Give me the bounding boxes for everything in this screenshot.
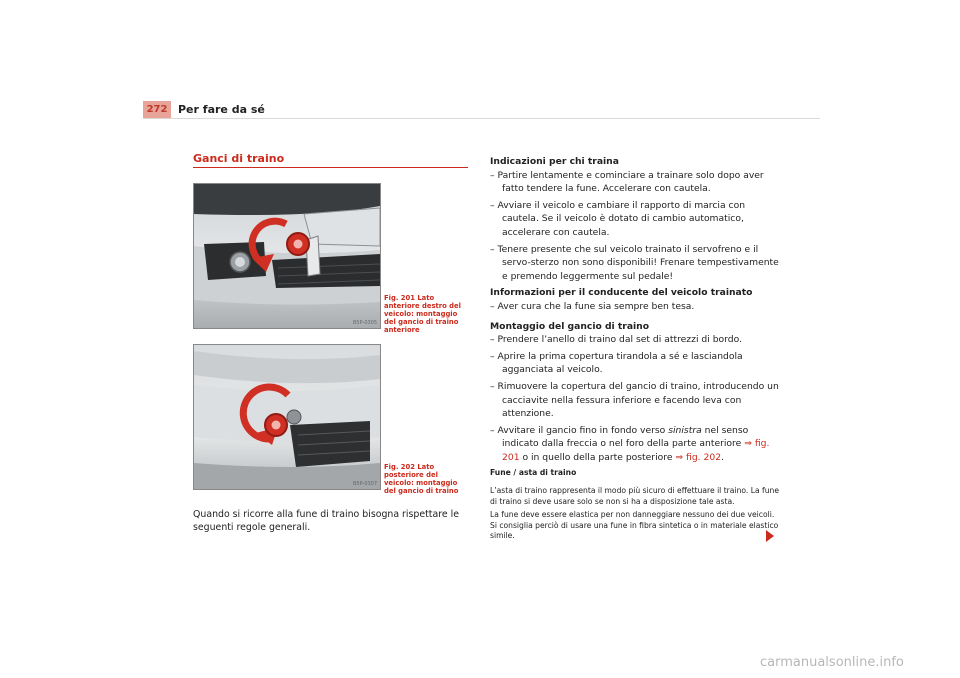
- running-title: Per fare da sé: [178, 103, 265, 116]
- section-title: Ganci di traino: [193, 152, 285, 165]
- list-item: – Rimuovere la copertura del gancio di traino, introducendo un cacciavite nella fessura inferiore e facendo leva con attenzione.: [490, 380, 779, 420]
- header-divider: [143, 118, 820, 119]
- figure-201-front-tow-hook: [193, 183, 381, 329]
- page-number: 272: [143, 101, 171, 119]
- watermark: carmanualsonline.info: [760, 655, 904, 670]
- list-item: – Aver cura che la fune sia sempre ben tesa.: [490, 300, 695, 312]
- list-item: – Tenere presente che sul veicolo trainato il servofreno e il servo-sterzo non sono disponibili! Frenare tempestivamente e premendo leggermente sul pedale!: [490, 243, 779, 282]
- paragraph: L’asta di traino rappresenta il modo più sicuro di effettuare il traino. La fune di traino si deve usare solo se non si ha a disposizione tale asta.: [490, 486, 779, 506]
- figure-202-rear-tow-hook: [193, 344, 381, 490]
- figure-caption: Fig. 201 Lato anteriore destro del veicolo: montaggio del gancio di traino anteriore: [384, 294, 461, 335]
- figure-201-link[interactable]: ⇒ fig. 201: [502, 438, 770, 463]
- subheading-rope: Fune / asta di traino: [490, 468, 577, 478]
- list-item: – Avvitare il gancio fino in fondo verso sinistra nel senso indicato dalla freccia o nel foro della parte anteriore ⇒ fig. 201 o in quello della parte posteriore ⇒ fig. 202.: [490, 424, 770, 463]
- paragraph: La fune deve essere elastica per non danneggiare nessuno dei due veicoli. Si consiglia perciò di usare una fune in fibra sintetica o in materiale elastico simile.: [490, 510, 779, 541]
- figure-202-link[interactable]: ⇒ fig. 202: [675, 451, 722, 463]
- heading-mounting: Montaggio del gancio di traino: [490, 320, 650, 332]
- heading-towing-driver: Indicazioni per chi traina: [490, 156, 619, 167]
- instructions-column: [490, 155, 780, 545]
- section-title-underline: [193, 167, 468, 168]
- figure-code: B5P-0307: [353, 481, 378, 487]
- list-item: – Avviare il veicolo e cambiare il rapporto di marcia con cautela. Se il veicolo è dotato di cambio automatico, accelerare con cautela.: [490, 199, 746, 238]
- list-item: – Partire lentamente e cominciare a trainare solo dopo aver fatto tendere la fune. Accelerare con cautela.: [490, 169, 764, 195]
- list-item: – Aprire la prima copertura tirandola a sé e lasciandola agganciata al veicolo.: [490, 350, 743, 376]
- figure-caption: Fig. 202 Lato posteriore del veicolo: montaggio del gancio di traino: [384, 463, 459, 496]
- figure-code: B5P-0305: [353, 320, 378, 326]
- continue-arrow-icon: [766, 530, 774, 542]
- list-item: – Prendere l’anello di traino dal set di attrezzi di bordo.: [490, 334, 742, 346]
- intro-paragraph: Quando si ricorre alla fune di traino bisogna rispettare le seguenti regole generali.: [193, 509, 459, 533]
- heading-towed-driver: Informazioni per il conducente del veicolo trainato: [490, 287, 753, 299]
